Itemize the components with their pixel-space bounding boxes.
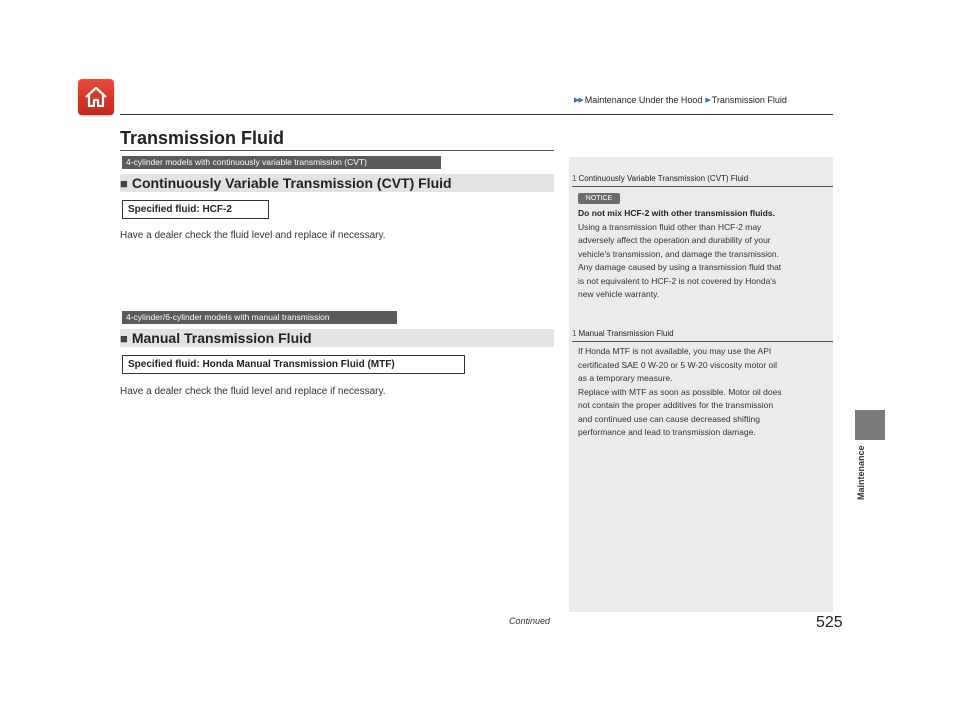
note-line: new vehicle warranty. bbox=[578, 289, 660, 299]
note-body-mt bbox=[578, 345, 830, 440]
body-text-mt: Have a dealer check the fluid level and replace if necessary. bbox=[120, 386, 386, 397]
note-ref-icon: 1 bbox=[572, 174, 577, 183]
double-chevron-right-icon: ▶▶ bbox=[574, 97, 583, 104]
header-divider bbox=[120, 114, 833, 115]
page-number: 525 bbox=[816, 614, 843, 631]
spec-box-mt: Specified fluid: Honda Manual Transmission Fluid (MTF) bbox=[122, 355, 465, 374]
note-line: adversely affect the operation and durability of your bbox=[578, 235, 771, 245]
note-line: and continued use can cause decreased shifting bbox=[578, 413, 760, 424]
note-divider-cvt bbox=[572, 186, 833, 187]
model-tag-mt: 4-cylinder/6-cylinder models with manual transmission bbox=[122, 311, 397, 324]
square-bullet-icon: ■ bbox=[120, 175, 128, 191]
notice-badge: NOTICE bbox=[578, 193, 620, 204]
model-tag-cvt: 4-cylinder models with continuously variable transmission (CVT) bbox=[122, 156, 441, 169]
title-divider bbox=[120, 150, 554, 151]
note-divider-mt bbox=[572, 341, 833, 342]
section-header-mt bbox=[120, 329, 554, 347]
home-button[interactable] bbox=[78, 79, 114, 115]
note-line: not contain the proper additives for the transmission bbox=[578, 400, 774, 410]
note-body-cvt bbox=[578, 207, 830, 302]
breadcrumb-item-maintenance-under-hood[interactable]: Maintenance Under the Hood bbox=[584, 95, 703, 105]
side-tab-label: Maintenance bbox=[856, 445, 866, 500]
chevron-right-icon: ▶ bbox=[705, 97, 710, 104]
note-warning-line: Do not mix HCF-2 with other transmission fluids. bbox=[578, 208, 775, 218]
section-title-cvt: Continuously Variable Transmission (CVT) Fluid bbox=[131, 175, 452, 191]
continued-label: Continued bbox=[509, 616, 551, 626]
note-line: as a temporary measure. bbox=[578, 373, 673, 383]
square-bullet-icon: ■ bbox=[120, 330, 128, 346]
note-title-cvt-label: Continuously Variable Transmission (CVT) Fluid bbox=[578, 174, 749, 183]
note-line: certificated SAE 0 W-20 or 5 W-20 viscosity motor oil bbox=[578, 359, 778, 370]
note-line: Using a transmission fluid other than HCF-2 may bbox=[578, 221, 762, 232]
note-line: If Honda MTF is not available, you may use the API bbox=[578, 346, 772, 356]
note-line: performance and lead to transmission damage. bbox=[578, 427, 756, 437]
breadcrumb-item-transmission-fluid[interactable]: Transmission Fluid bbox=[711, 95, 787, 105]
note-line: vehicle's transmission, and damage the transmission. bbox=[578, 248, 779, 259]
home-icon bbox=[83, 85, 109, 109]
spec-box-cvt: Specified fluid: HCF-2 bbox=[122, 200, 269, 219]
note-ref-icon: 1 bbox=[572, 329, 577, 338]
note-line: is not equivalent to HCF-2 is not covered by Honda's bbox=[578, 275, 777, 286]
note-title-mt[interactable] bbox=[572, 329, 674, 338]
side-tab-maintenance[interactable] bbox=[855, 410, 885, 440]
page-title: Transmission Fluid bbox=[120, 128, 285, 148]
note-title-mt-label: Manual Transmission Fluid bbox=[578, 329, 674, 338]
body-text-cvt: Have a dealer check the fluid level and replace if necessary. bbox=[120, 230, 386, 241]
note-line: Any damage caused by using a transmission fluid that bbox=[578, 262, 782, 272]
breadcrumb bbox=[574, 95, 787, 105]
note-line: Replace with MTF as soon as possible. Motor oil does bbox=[578, 386, 782, 397]
note-title-cvt[interactable] bbox=[572, 174, 748, 183]
section-header-cvt bbox=[120, 174, 554, 192]
section-title-mt: Manual Transmission Fluid bbox=[131, 330, 312, 346]
